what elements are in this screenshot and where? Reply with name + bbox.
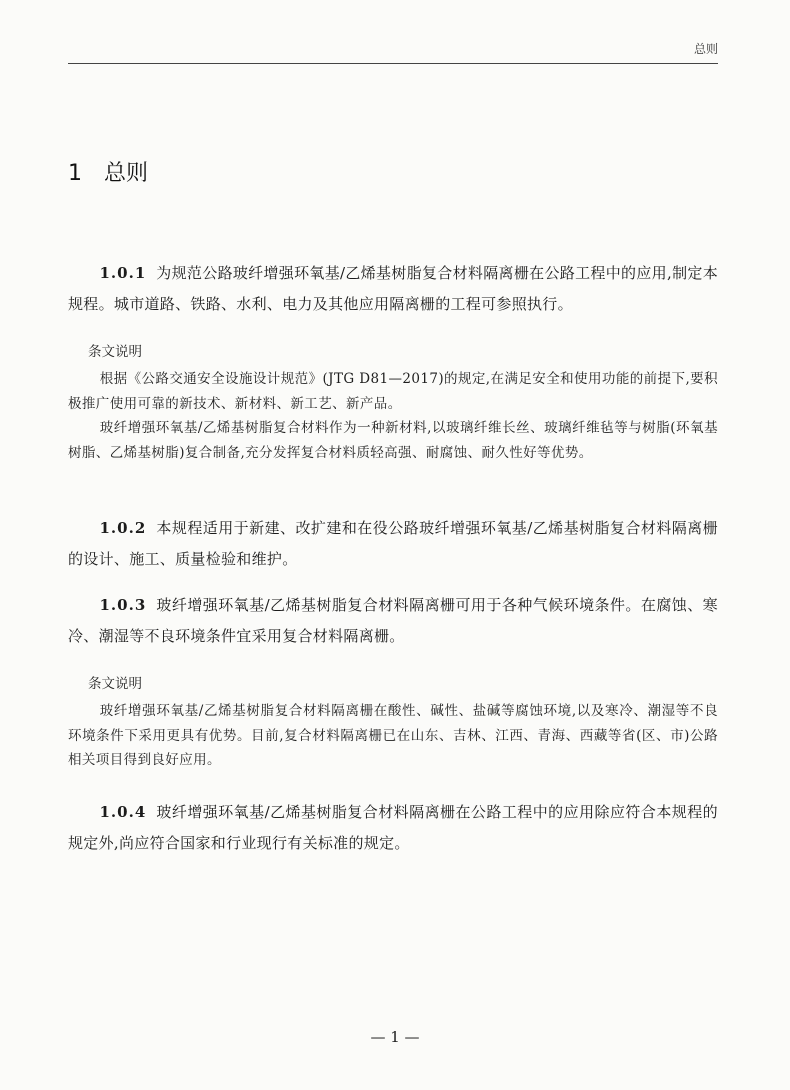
page-number: — 1 — bbox=[370, 1028, 420, 1046]
clause-paragraph bbox=[68, 513, 718, 575]
clause-1-0-1 bbox=[68, 258, 718, 320]
running-head: 总则 bbox=[693, 42, 718, 56]
chapter-heading bbox=[68, 156, 148, 187]
explanation-note-2 bbox=[68, 675, 718, 773]
clause-text: 玻纤增强环氧基/乙烯基树脂复合材料隔离栅在公路工程中的应用除应符合本规程的规定外,尚应符合国家和行业现行有关标准的规定。 bbox=[68, 803, 718, 852]
note-paragraph: 根据《公路交通安全设施设计规范》(JTG D81—2017)的规定,在满足安全和使用功能的前提下,要积极推广使用可靠的新技术、新材料、新工艺、新产品。 bbox=[68, 371, 718, 412]
clause-number: 1.0.1 bbox=[99, 264, 147, 282]
clause-paragraph bbox=[68, 797, 718, 859]
clause-1-0-3 bbox=[68, 590, 718, 652]
clause-1-0-4 bbox=[68, 797, 718, 859]
clause-paragraph bbox=[68, 258, 718, 320]
note-title: 条文说明 bbox=[88, 344, 142, 360]
note-title: 条文说明 bbox=[88, 676, 142, 692]
note-paragraph: 玻纤增强环氧基/乙烯基树脂复合材料作为一种新材料,以玻璃纤维长丝、玻璃纤维毡等与树脂(环氧基树脂、乙烯基树脂)复合制备,充分发挥复合材料质轻高强、耐腐蚀、耐久性好等优势。 bbox=[68, 420, 718, 461]
chapter-number: 1 bbox=[68, 161, 82, 186]
clause-text: 为规范公路玻纤增强环氧基/乙烯基树脂复合材料隔离栅在公路工程中的应用,制定本规程。城市道路、铁路、水利、电力及其他应用隔离栅的工程可参照执行。 bbox=[68, 264, 718, 313]
note-paragraph: 玻纤增强环氧基/乙烯基树脂复合材料隔离栅在酸性、碱性、盐碱等腐蚀环境,以及寒冷、潮湿等不良环境条件下采用更具有优势。目前,复合材料隔离栅已在山东、吉林、江西、青海、西藏等省(区、市)公路相关项目得到良好应用。 bbox=[68, 703, 718, 768]
clause-number: 1.0.3 bbox=[99, 596, 147, 614]
clause-number: 1.0.4 bbox=[99, 803, 147, 821]
header-rule bbox=[68, 63, 718, 64]
clause-text: 本规程适用于新建、改扩建和在役公路玻纤增强环氧基/乙烯基树脂复合材料隔离栅的设计、施工、质量检验和维护。 bbox=[68, 519, 718, 568]
clause-1-0-2 bbox=[68, 513, 718, 575]
clause-paragraph bbox=[68, 590, 718, 652]
explanation-note-1 bbox=[68, 343, 718, 465]
clause-text: 玻纤增强环氧基/乙烯基树脂复合材料隔离栅可用于各种气候环境条件。在腐蚀、寒冷、潮湿等不良环境条件宜采用复合材料隔离栅。 bbox=[68, 596, 718, 645]
chapter-title: 总则 bbox=[104, 161, 149, 186]
clause-number: 1.0.2 bbox=[99, 519, 147, 537]
